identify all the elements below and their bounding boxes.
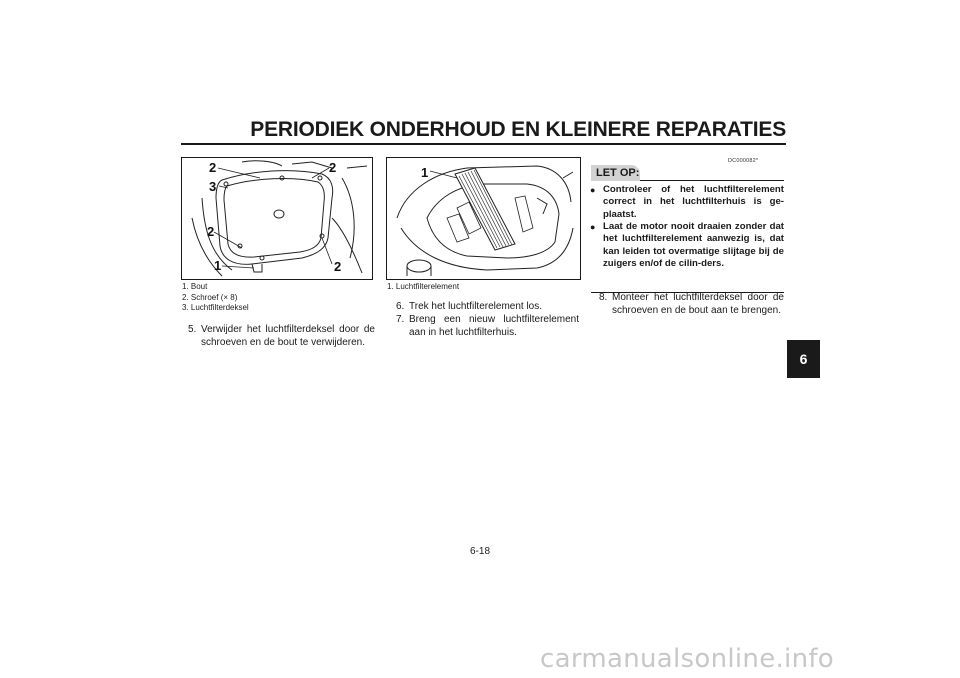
air-filter-cover-illustration: [182, 158, 372, 279]
footer-watermark: carmanualsonline.info: [540, 644, 835, 674]
caption-item: 1. Luchtfilterelement: [387, 282, 460, 291]
step-text: Trek het luchtfilterelement los.: [409, 301, 543, 312]
page-number: 6-18: [469, 546, 490, 557]
callout-label: 1: [214, 258, 222, 273]
figure2-captions: [387, 282, 459, 293]
figure1-captions: [182, 282, 249, 314]
figure-air-filter-element: [386, 157, 581, 280]
step-text: Monteer het luchtfilterdeksel door de schroeven en de bout aan te brengen.: [612, 292, 784, 316]
notice-bullet-text: Controleer of het luchtfilterelement correct in het luchtfilterhuis is ge-plaatst.: [603, 184, 784, 220]
header-rule: [181, 143, 786, 145]
callout-label: 1: [421, 165, 429, 180]
callout-label: 3: [209, 179, 217, 194]
caption-item: 1. Bout: [182, 282, 208, 291]
step-7: [396, 314, 579, 339]
step-number: 8.: [599, 292, 608, 303]
notice-bullet: [590, 184, 784, 221]
step-5: [188, 324, 375, 349]
figure-air-filter-cover: [181, 157, 373, 280]
step-number: 5.: [188, 324, 197, 335]
air-filter-element-illustration: [387, 158, 580, 279]
step-text: Verwijder het luchtfilterdeksel door de schroeven en de bout te verwijderen.: [201, 324, 375, 348]
document-code: DC000082*: [728, 158, 759, 164]
step-number: 6.: [396, 301, 405, 312]
notice-bullet: [590, 221, 784, 271]
step-6: [396, 301, 579, 314]
caption-item: 3. Luchtfilterdeksel: [182, 303, 249, 312]
bullet-icon: ●: [590, 185, 596, 195]
callout-label: 2: [329, 160, 337, 175]
chapter-tab: 6: [787, 340, 820, 378]
caption-item: 2. Schroef (× 8): [182, 292, 238, 302]
callout-label: 2: [209, 160, 217, 175]
step-text: Breng een nieuw luchtfilterelement aan in het luchtfilterhuis.: [409, 314, 579, 338]
callout-label: 2: [207, 224, 215, 239]
notice-bullet-text: Laat de motor nooit draaien zonder dat het luchtfilterelement aanwezig is, dat kan leiden tot overmatige slijtage bij de zuigers en/of de cilin-ders.: [603, 221, 784, 270]
page-title: PERIODIEK ONDERHOUD EN KLEINERE REPARATIES: [250, 118, 786, 141]
bullet-icon: ●: [590, 222, 596, 232]
step-number: 7.: [396, 314, 405, 325]
notice-rule: [640, 180, 784, 181]
step-8: [599, 292, 784, 317]
notice-label: LET OP:: [591, 165, 640, 181]
callout-label: 2: [334, 259, 342, 274]
